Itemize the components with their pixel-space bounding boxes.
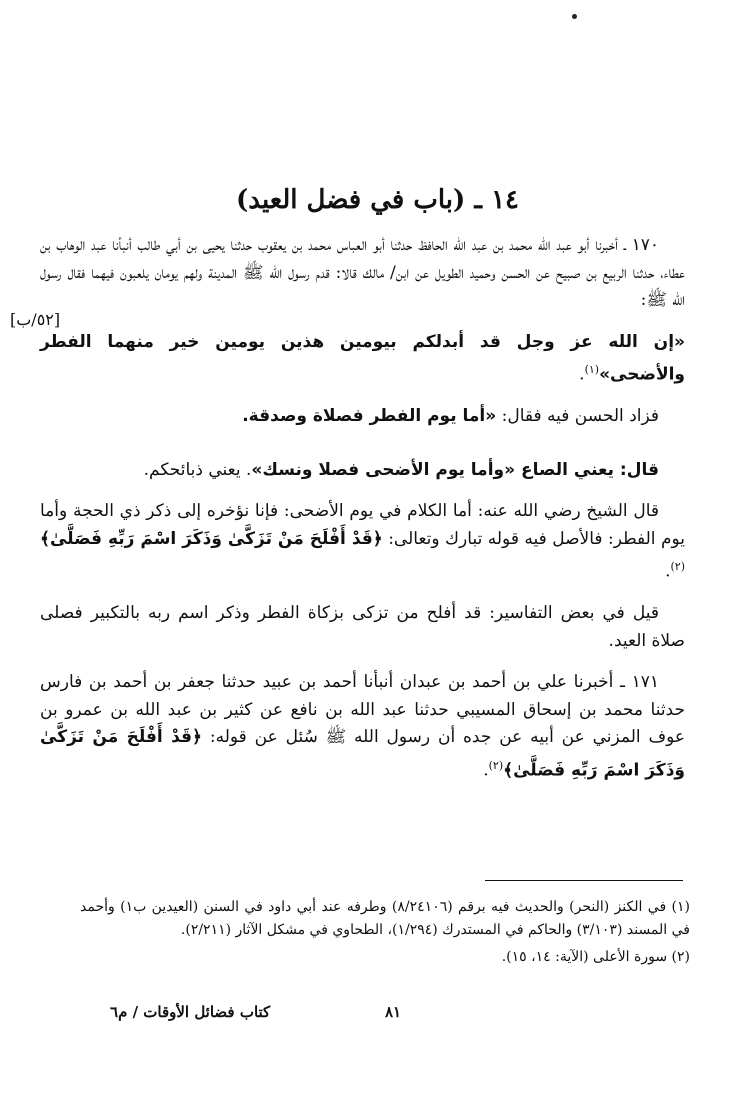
tafsir-comment: [40, 600, 685, 655]
tafsir-comment-text: قيل في بعض التفاسير: قد أفلح من تزكى بزكاة الفطر وذكر اسم ربه بالتكبير فصلى صلاة العيد.: [40, 603, 685, 651]
hadith-171: ١٧١ ـ أخبرنا علي بن أحمد بن عبدان أنبأنا أحمد بن عبيد حدثنا جعفر بن أحمد بن فارس حدثنا محمد بن إسحاق المسيبي حدثنا عبد الله بن نافع عن كثير بن عبد الله بن عمرو بن عوف المزني عن أبيه عن جده أن رسول الله ﷺ سُئل عن قوله: ﴿قَدْ أَفْلَحَ مَنْ تَزَكَّىٰ وَذَكَرَ اسْمَ رَبِّهِ فَصَلَّىٰ﴾$^{(٢)}$.: [40, 672, 685, 781]
chapter-title: ١٤ ـ (باب في فضل العيد): [236, 185, 519, 215]
explanation-lead: قال: يعني الصاع: [515, 459, 659, 480]
book-title: كتاب فضائل الأوقات / م٦: [110, 1003, 271, 1021]
footnote-marker-1: (١): [584, 363, 600, 376]
page-footer: [0, 1003, 755, 1033]
shaykh-comment-text: قال الشيخ رضي الله عنه: أما الكلام في يوم الأضحى: فإنا نؤخره إلى ذكر ذي الحجة وأما يوم الفطر: فالأصل فيه قوله تبارك وتعالى:: [40, 501, 686, 549]
footnote-marker-2: (٢): [670, 560, 685, 574]
quran-verse-1: ﴿قَدْ أَفْلَحَ مَنْ تَزَكَّىٰ وَذَكَرَ اسْمَ رَبِّهِ فَصَلَّىٰ﴾: [40, 528, 383, 549]
footnote-2: (٢) سورة الأعلى (الآية: ١٤، ١٥).: [501, 949, 690, 965]
footnotes: [80, 896, 690, 973]
quote-170: «إن الله عز وجل قد أبدلكم بيومين هذين يومين خير منهما الفطر والأضحى»$^{(١)}$.: [40, 331, 685, 385]
quote-170-text: «إن الله عز وجل قد أبدلكم بيومين هذين يومين خير منهما الفطر والأضحى»: [40, 331, 685, 385]
footnote-marker-2b: (٢): [488, 758, 504, 772]
hadith-170-text: ١٧٠ ـ أخبرنا أبو عبد الله محمد بن عبد الله الحافظ حدثنا أبو العباس محمد بن يعقوب حدثنا يحيى بن أبي طالب أنبأنا عبد الوهاب بن عطاء، حدثنا الربيع بن صبيح عن الحسن وحميد الطويل عن ابن/ مالك قالا: قدم رسول الله ﷺ المدينة ولهم يومان يلعبون فيهما فقال رسول الله ﷺ:: [40, 235, 685, 310]
hadith-170: [40, 232, 685, 315]
footnote-1: (١) في الكنز (النحر) والحديث فيه برقم (٨/٢٤١٠٦) وطرفه عند أبي داود في السنن (العيدين ب١) وأحمد في المسند (٣/١٠٣) والحاكم في المستدرك (١/٢٩٤)، الطحاوي في مشكل الآثار (٢/٢١١).: [80, 899, 690, 938]
explanation-quote: «وأما يوم الأضحى فصلا ونسك»: [251, 459, 516, 480]
explanation-tail: . يعني ذبائحكم.: [143, 459, 252, 480]
margin-folio-reference: [٥٢/ب]: [10, 310, 61, 329]
hasan-addition: [40, 403, 685, 431]
hasan-addition-lead: فزاد الحسن فيه فقال:: [496, 406, 659, 427]
hadith-171-text: ١٧١ ـ أخبرنا علي بن أحمد بن عبدان أنبأنا أحمد بن عبيد حدثنا جعفر بن أحمد بن فارس حدثنا محمد بن إسحاق المسيبي حدثنا عبد الله بن نافع عن كثير بن عبد الله بن عمرو بن عوف المزني عن أبيه عن جده أن رسول الله ﷺ سُئل عن قوله:: [40, 672, 685, 748]
ink-dot: [572, 14, 577, 19]
footnote-divider: [485, 880, 683, 881]
quran-verse-2: ﴿قَدْ أَفْلَحَ مَنْ تَزَكَّىٰ وَذَكَرَ اسْمَ رَبِّهِ فَصَلَّىٰ﴾: [40, 727, 685, 781]
main-text: [40, 232, 685, 799]
hasan-addition-quote: «أما يوم الفطر فصلاة وصدقة.: [242, 406, 497, 427]
explanation: [40, 457, 685, 485]
page-number: ٨١: [385, 1003, 402, 1021]
shaykh-comment: قال الشيخ رضي الله عنه: أما الكلام في يوم الأضحى: فإنا نؤخره إلى ذكر ذي الحجة وأما يوم الفطر: فالأصل فيه قوله تبارك وتعالى: ﴿قَدْ أَفْلَحَ مَنْ تَزَكَّىٰ وَذَكَرَ اسْمَ رَبِّهِ فَصَلَّىٰ﴾$^{(٢)}$.: [40, 501, 686, 582]
